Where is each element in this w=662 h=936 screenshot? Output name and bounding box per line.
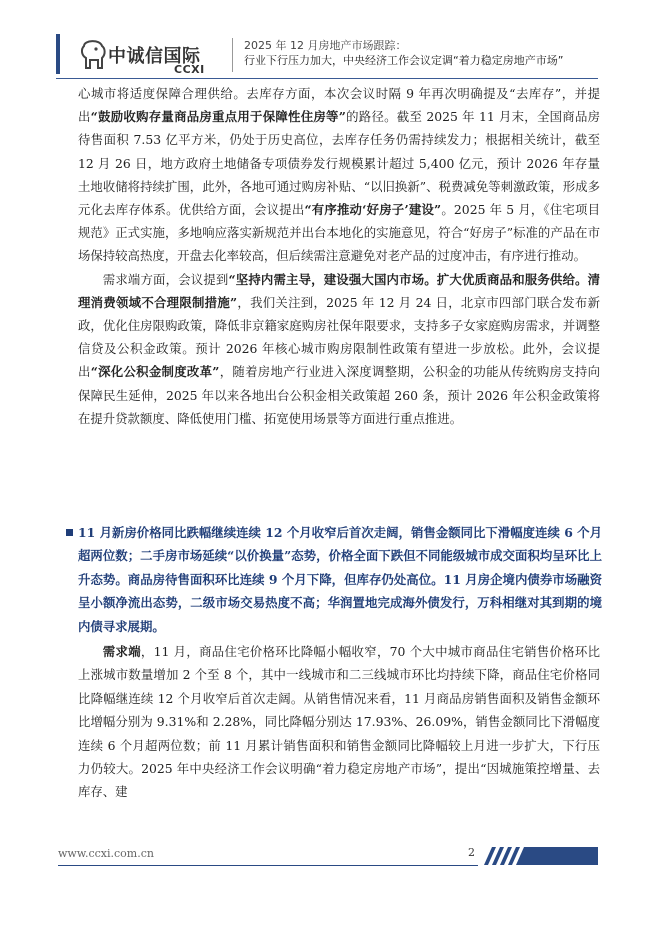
logo-chinese-name: 中诚信国际 [108,46,201,67]
text-run: 的路径。截至 2025 年 11 月末，全国商品房待售面积 7.53 亿平方米，仍处于历史高位，去库存任务仍需持续发力；根据相关统计，截至 12 月 26 日，地方政府土地储备专项债券发行规模累计超过 5,400 亿元，预计 2026 年存量土地收储将持续扩围，此外，各地可通过购房补贴、“以旧换新”、税费减免等刺激政策，形成多元化去库存体系。优供给方面，会议提出 [78,109,600,218]
emphasis-text: “坚持内需主导，建设强大国内市场。扩大优质商品和服务供给。清理消费领域不合理限制措施” [78,271,601,310]
text-run: ，随着房地产行业进入深度调整期，公积金的功能从传统购房支持向保障民生延伸，2025 年以来各地出台公积金相关政策超 260 条，预计 2026 年公积金政策将在提升贷款额度、降低使用门槛、拓宽使用场景等方面进行重点推进。 [78,364,601,426]
report-title-line1: 2025 年 12 月房地产市场跟踪： [244,39,407,52]
company-logo [78,38,228,78]
elephant-logo-icon [78,38,108,72]
emphasis-text: “深化公积金制度改革” [90,364,220,380]
report-title-line2: 行业下行压力加大，中央经济工作会议定调“着力稳定房地产市场” [244,54,564,67]
emphasis-text: “鼓励收购存量商品房重点用于保障性住房等” [90,109,346,125]
page-number: 2 [468,846,475,859]
logo-english-name: CCXI [174,63,205,76]
square-bullet-icon [66,529,73,536]
paragraph-supply-inventory [78,82,600,268]
footer-website-url: www.ccxi.com.cn [58,847,154,860]
emphasis-text: 需求端 [102,644,141,659]
paragraph-demand-policy [78,268,600,430]
header-accent-bar [56,34,60,74]
emphasis-text: “有序推动‘好房子’建设” [304,202,442,218]
paragraph-demand-side [78,640,600,804]
footer-divider [58,865,478,866]
text-run: 需求端方面，会议提到 [102,271,229,287]
key-point-summary [66,521,602,638]
text-run: ，11 月，商品住宅价格环比降幅小幅收窄，70 个大中城市商品住宅销售价格环比上涨城市数量增加 2 个至 8 个，其中一线城市和二三线城市环比均持续下降，商品住宅价格同比降幅继连续 12 个月收窄后首次走阔。从销售情况来看，11 月商品房销售面积及销售金额环比增幅分别为 9.31%和 2.28%，同比降幅分别达 17.93%、26.09%，销售金额同比下滑幅度连续 6 个月超两位数；前 11 月累计销售面积和销售金额同比降幅较上月进一步扩大，下行压力仍较大。2025 年中央经济工作会议明确“着力稳定房地产市场”，提出“因城施策控增量、去库存、建 [78,644,600,800]
text-run: 。2025 年 5 月，《住宅项目规范》正式实施，多地响应落实新规范并出台本地化的实施意见，符合“好房子”标准的产品在市场保持较高热度，开盘去化率较高，但后续需注意避免对老产品的过度冲击，有序进行推动。 [78,202,600,264]
body-text-demand [78,640,600,804]
text-run: ，我们关注到，2025 年 12 月 24 日，北京市四部门联合发布新政，优化住房限购政策，降低非京籍家庭购房社保年限要求，支持多子女家庭购房需求，并调整信贷及公积金政策。预计 2026 年核心城市购房限制性政策有望进一步放松。此外，会议提出 [78,294,600,380]
summary-text: 11 月新房价格同比跌幅继续连续 12 个月收窄后首次走阔，销售金额同比下滑幅度连续 6 个月超两位数；二手房市场延续“以价换量”态势，价格全面下跌但不同能级城市成交面积均呈环比上升态势。商品房待售面积环比连续 9 个月下降，但库存仍处高位。11 月房企境内债券市场融资呈小额净流出态势，二级市场交易热度不高；华润置地完成海外债发行，万科相继对其到期的境内债寻求展期。 [78,525,602,634]
body-text [78,82,600,430]
header-separator [232,38,233,72]
footer-stripe-decoration [478,845,600,867]
header-divider [56,78,598,79]
text-run: 心城市将适度保障合理供给。去库存方面，本次会议时隔 9 年再次明确提及“去库存”，并提出 [78,86,600,125]
